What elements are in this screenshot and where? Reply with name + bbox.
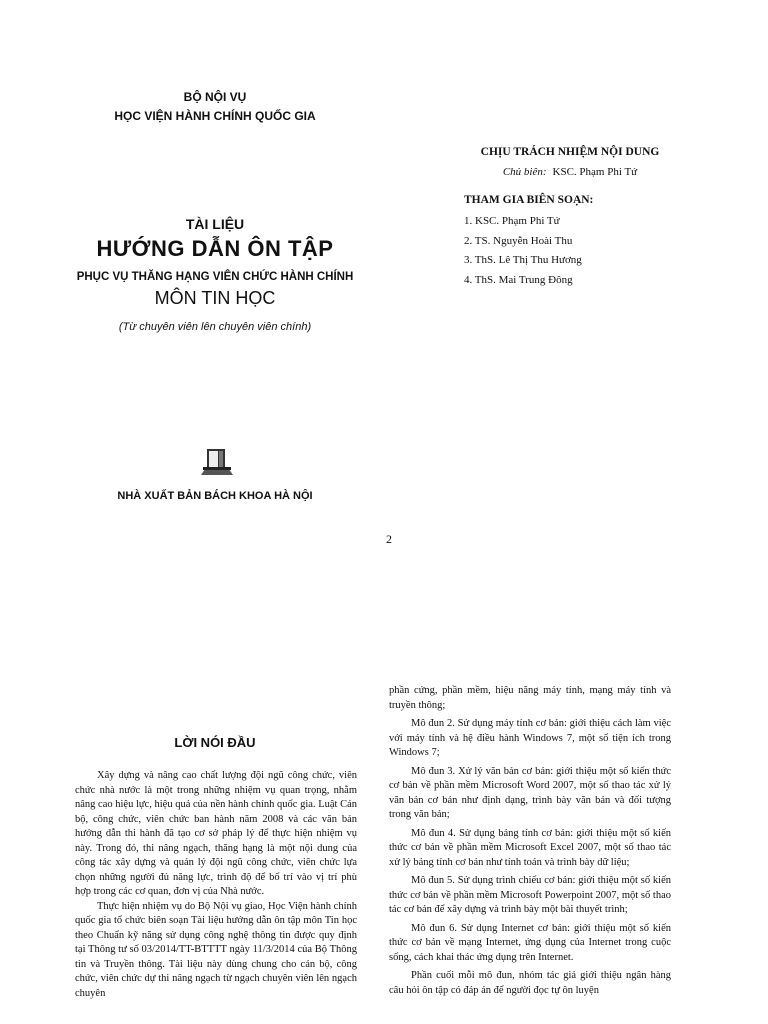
- ministry-name: BỘ NỘI VỤ: [183, 90, 247, 104]
- responsibility-title: CHỊU TRÁCH NHIỆM NỘI DUNG: [480, 146, 660, 158]
- document-type: TÀI LIỆU: [185, 216, 245, 232]
- academy-name: HỌC VIỆN HÀNH CHÍNH QUỐC GIA: [114, 109, 316, 123]
- document-subject: MÔN TIN HỌC: [154, 288, 276, 308]
- chief-editor-name: KSC. Phạm Phi Tứ: [552, 166, 638, 178]
- preface-title: LỜI NÓI ĐẦU: [174, 735, 256, 750]
- preface-paragraph: Xây dựng và nâng cao chất lượng đội ngũ công chức, viên chức nhà nước là một trong những nhiệm vụ quan trọng, nhằm nâng cao hiệu lực, hiệu quả của nền hành chính quốc gia. Luật Cán bộ, công chức, viên chức ban hành năm 2008 và các văn bản hướng dẫn thi hành đã tạo cơ sở pháp lý để thực hiện nhiệm vụ này. Trong đó, thi nâng ngạch, thăng hạng là một nội dung của công tác xây dựng và quản lý đội ngũ công chức, viên chức lựa chọn những người đủ năng lực, trình độ để bố trí vào vị trí phù hợp trong các cơ quan, đơn vị của Nhà nước.: [75, 770, 357, 897]
- chief-editor: [410, 166, 730, 178]
- author-item: 4. ThS. Mai Trung Đông: [464, 273, 573, 286]
- preface-paragraph: Mô đun 2. Sử dụng máy tính cơ bản: giới thiệu cách làm việc với máy tính và hệ điều hành Windows 7, một số tiện ích trong Windows 7;: [389, 718, 671, 758]
- author-item: 1. KSC. Phạm Phi Tứ: [464, 215, 560, 227]
- preface-paragraph: Mô đun 6. Sử dụng Internet cơ bản: giới thiệu một số kiến thức cơ bản về mạng Internet, ứng dụng của Internet trong cuộc sống, cách khai thác ứng dụng trên Internet.: [389, 922, 671, 963]
- document-title: HƯỚNG DẪN ÔN TẬP: [96, 236, 334, 261]
- preface-paragraph: Thực hiện nhiệm vụ do Bộ Nội vụ giao, Học Viện hành chính quốc gia tổ chức biên soạn Tài liệu hướng dẫn ôn tập môn Tin học theo Chuẩn kỹ năng sử dụng công nghệ thông tin được quy định tại Thông tư số 03/2014/TT-BTTTT ngày 11/3/2014 của Bộ Thông tin và Truyền thông. Tài liệu này dùng chung cho cán bộ, công chức, viên chức dự thi nâng ngạch từ ngạch chuyên viên lên ngạch chuyên: [75, 900, 357, 999]
- document-purpose: PHỤC VỤ THĂNG HẠNG VIÊN CHỨC HÀNH CHÍNH: [76, 271, 354, 283]
- preface-right-column: [389, 684, 671, 1002]
- preface-left-column: [75, 769, 357, 1001]
- authors-list: [464, 212, 582, 290]
- document-note: (Từ chuyên viên lên chuyên viên chính): [118, 321, 312, 333]
- preface-paragraph: Mô đun 4. Sử dụng bảng tính cơ bản: giới thiệu một số kiến thức cơ bản về phần mềm Microsoft Excel 2007, một số thao tác xử lý bảng tính cơ bản như tính toán và trình bày dữ liệu;: [389, 827, 671, 868]
- publisher-name: NHÀ XUẤT BẢN BÁCH KHOA HÀ NỘI: [117, 490, 313, 502]
- chief-editor-label: Chủ biên:: [502, 166, 547, 178]
- publisher-logo-icon: [199, 445, 235, 477]
- ministry-header: [0, 88, 430, 126]
- page-number: 2: [386, 532, 392, 546]
- authors-title: THAM GIA BIÊN SOẠN:: [464, 194, 594, 206]
- preface-paragraph: Mô đun 5. Sử dụng trình chiếu cơ bản: giới thiệu một số kiến thức cơ bản về phần mềm Microsoft Powerpoint 2007, một số thao tác cơ bản để xây dựng và trình bày một bài thuyết trình;: [389, 875, 671, 915]
- author-item: 3. ThS. Lê Thị Thu Hương: [464, 254, 582, 266]
- author-item: 2. TS. Nguyễn Hoài Thu: [464, 234, 573, 247]
- preface-paragraph: phần cứng, phần mềm, hiệu năng máy tính, mạng máy tính và truyền thông;: [389, 685, 671, 711]
- preface-paragraph: Phần cuối mỗi mô đun, nhóm tác giả giới thiệu ngân hàng câu hỏi ôn tập có đáp án để người đọc tự ôn luyện: [389, 970, 671, 996]
- preface-paragraph: Mô đun 3. Xử lý văn bản cơ bản: giới thiệu một số kiến thức cơ bản về phần mềm Microsoft Word 2007, một số thao tác xử lý văn bản cơ bản như định dạng, trình bày văn bản và đối tượng trong văn bản;: [389, 765, 671, 820]
